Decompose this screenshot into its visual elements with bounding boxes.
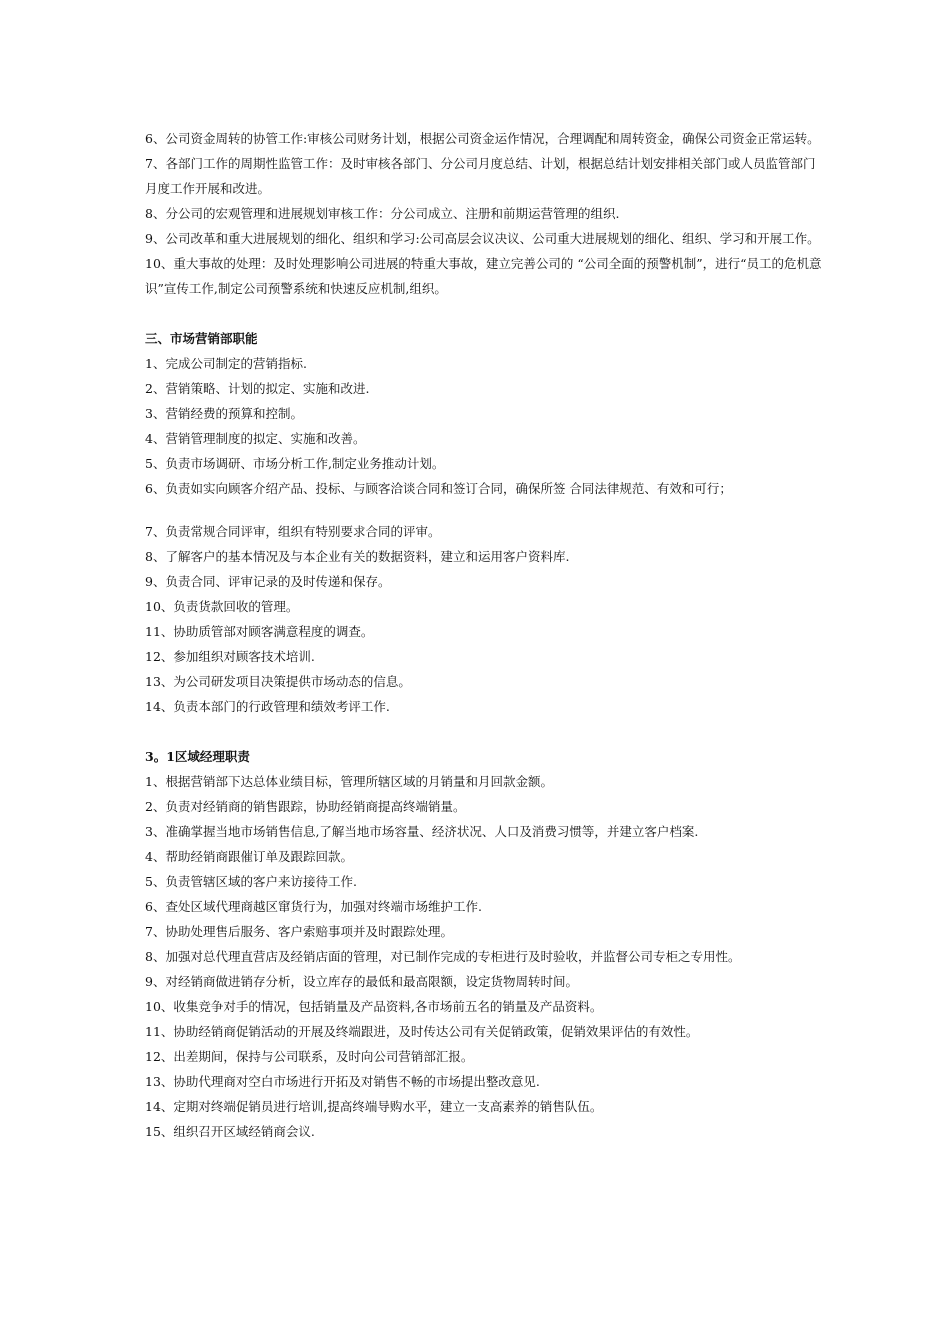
list-item: 9、负责合同、评审记录的及时传递和保存。: [145, 574, 391, 589]
section-heading: 3。1区域经理职责: [145, 749, 250, 764]
list-item: 13、协助代理商对空白市场进行开拓及对销售不畅的市场提出整改意见.: [145, 1074, 540, 1089]
list-item: 3、准确掌握当地市场销售信息,了解当地市场容量、经济状况、人口及消费习惯等，并建立客户档案.: [145, 824, 699, 839]
list-item: 12、参加组织对顾客技术培训.: [145, 649, 315, 664]
blank-line: [145, 501, 825, 519]
list-item: 8、分公司的宏观管理和进展规划审核工作：分公司成立、注册和前期运营管理的组织.: [145, 206, 620, 221]
section-marketing: [145, 326, 825, 719]
list-item: 2、营销策略、计划的拟定、实施和改进.: [145, 381, 370, 396]
list-item: 10、收集竞争对手的情况，包括销量及产品资料,各市场前五名的销量及产品资料。: [145, 999, 603, 1014]
list-item: 14、负责本部门的行政管理和绩效考评工作.: [145, 699, 390, 714]
list-item: 8、加强对总代理直营店及经销店面的管理，对已制作完成的专柜进行及时验收，并监督公司专柜之专用性。: [145, 949, 741, 964]
section-heading: 三、市场营销部职能: [145, 331, 258, 346]
list-item: 7、各部门工作的周期性监管工作：及时审核各部门、分公司月度总结、计划，根据总结计划安排相关部门或人员监管部门月度工作开展和改进。: [145, 156, 816, 196]
list-item: 15、组织召开区域经销商会议.: [145, 1124, 315, 1139]
list-item: 9、公司改革和重大进展规划的细化、组织和学习:公司高层会议决议、公司重大进展规划的细化、组织、学习和开展工作。: [145, 231, 820, 246]
list-item: 7、负责常规合同评审，组织有特别要求合同的评审。: [145, 524, 441, 539]
list-item: 1、根据营销部下达总体业绩目标，管理所辖区域的月销量和月回款金额。: [145, 774, 553, 789]
list-item: 11、协助质管部对顾客满意程度的调查。: [145, 624, 374, 639]
list-item: 5、负责管辖区域的客户来访接待工作.: [145, 874, 357, 889]
list-item: 12、出差期间，保持与公司联系，及时向公司营销部汇报。: [145, 1049, 474, 1064]
list-item: 7、协助处理售后服务、客户索赔事项并及时跟踪处理。: [145, 924, 453, 939]
list-item: 1、完成公司制定的营销指标.: [145, 356, 307, 371]
list-item: 6、公司资金周转的协管工作:审核公司财务计划，根据公司资金运作情况，合理调配和周转资金，确保公司资金正常运转。: [145, 131, 820, 146]
list-item: 11、协助经销商促销活动的开展及终端跟进，及时传达公司有关促销政策，促销效果评估的有效性。: [145, 1024, 699, 1039]
document-page: [145, 126, 825, 1144]
list-item: 4、帮助经销商跟催订单及跟踪回款。: [145, 849, 353, 864]
list-item: 10、负责货款回收的管理。: [145, 599, 299, 614]
list-item: 13、为公司研发项目决策提供市场动态的信息。: [145, 674, 411, 689]
section-top: [145, 126, 825, 301]
list-item: 4、营销管理制度的拟定、实施和改善。: [145, 431, 366, 446]
list-item: 14、定期对终端促销员进行培训,提高终端导购水平，建立一支高素养的销售队伍。: [145, 1099, 603, 1114]
section-regional: [145, 744, 825, 1144]
list-item: 3、营销经费的预算和控制。: [145, 406, 303, 421]
list-item: 6、查处区域代理商越区窜货行为，加强对终端市场维护工作.: [145, 899, 482, 914]
list-item: 6、负责如实向顾客介绍产品、投标、与顾客洽谈合同和签订合同，确保所签 合同法律规范、有效和可行；: [145, 481, 732, 496]
list-item: 10、重大事故的处理：及时处理影响公司进展的特重大事故，建立完善公司的 “公司全面的预警机制”，进行“员工的危机意识”宣传工作,制定公司预警系统和快速反应机制,组织。: [145, 256, 822, 296]
list-item: 9、对经销商做进销存分析，设立库存的最低和最高限额，设定货物周转时间。: [145, 974, 578, 989]
list-item: 8、了解客户的基本情况及与本企业有关的数据资料，建立和运用客户资料库.: [145, 549, 570, 564]
list-item: 5、负责市场调研、市场分析工作,制定业务推动计划。: [145, 456, 445, 471]
list-item: 2、负责对经销商的销售跟踪，协助经销商提高终端销量。: [145, 799, 466, 814]
